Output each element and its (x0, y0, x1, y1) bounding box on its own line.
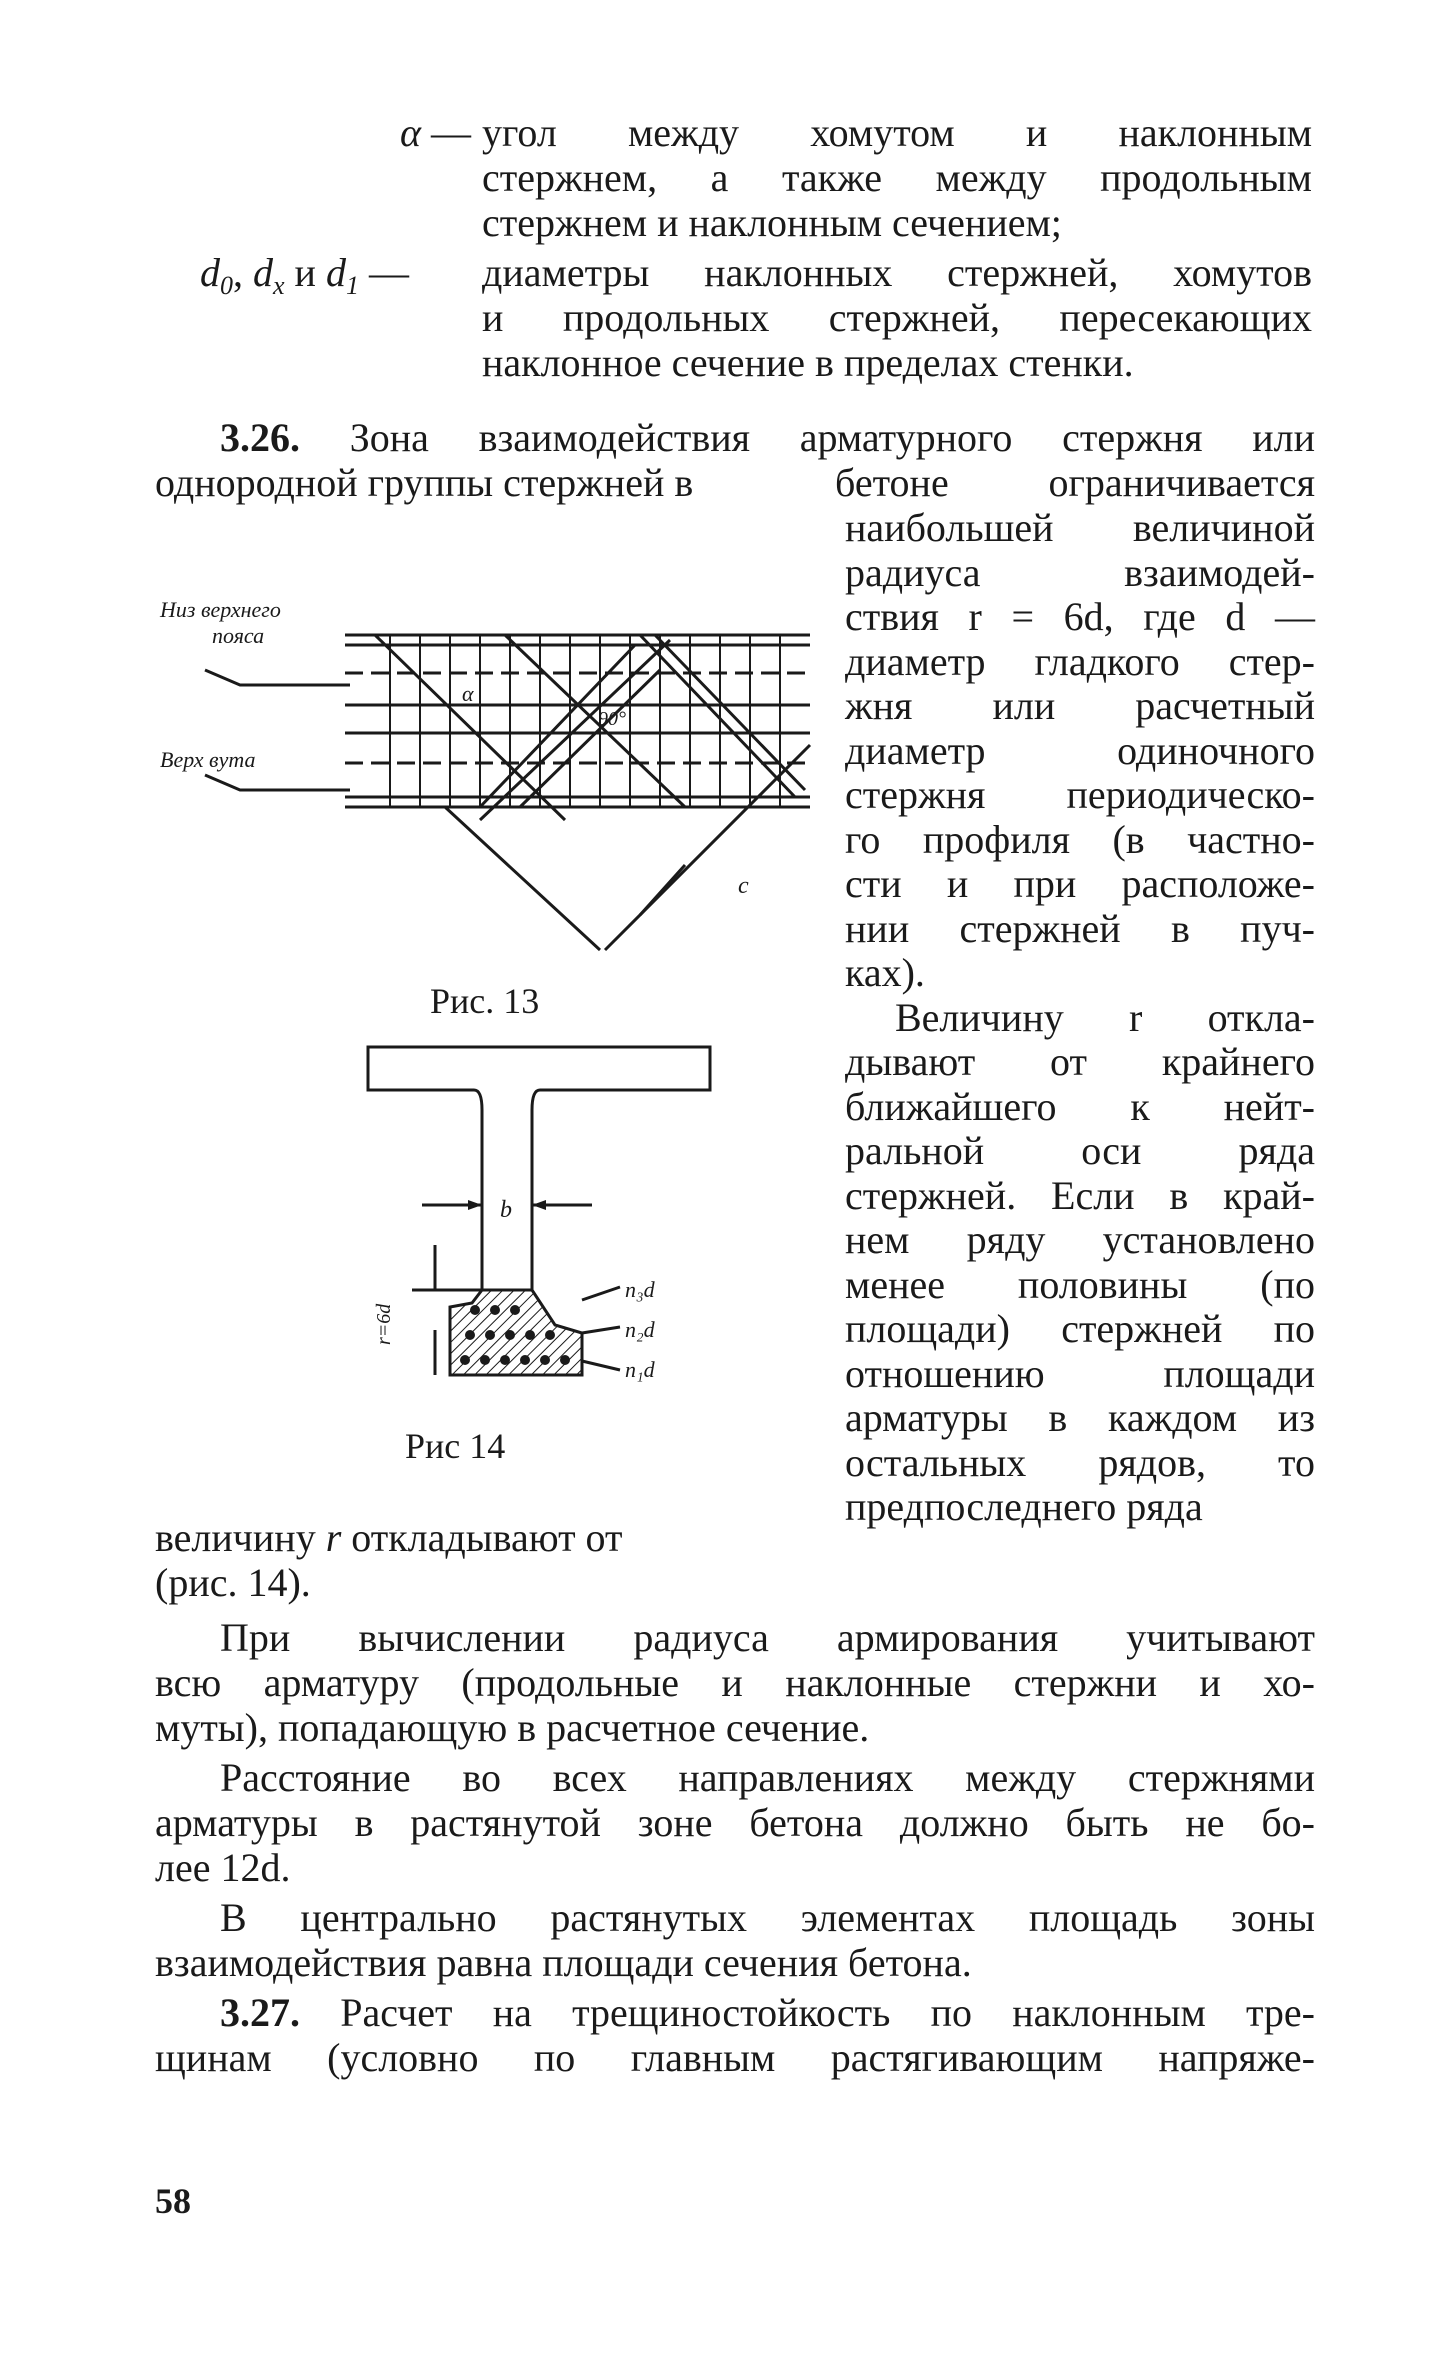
p326-right-line: арматуры в каждом из (845, 1395, 1315, 1440)
def-alpha-symbol: α — (400, 110, 471, 155)
fig13-label-bottom: Верх вута (160, 747, 256, 772)
fig14-b: b (500, 1197, 512, 1223)
p326-right-line: стержней. Если в край- (845, 1172, 1315, 1218)
para3-line-1: В центрально растянутых элементах площадь зоны (220, 1895, 1315, 1940)
p326-right-line: остальных рядов, то (845, 1439, 1315, 1485)
page-number: 58 (155, 2181, 191, 2221)
p326-right-line: менее половины (по (845, 1261, 1315, 1307)
fig14-n3: n₃d (625, 1277, 655, 1302)
p326-right-line: диаметр гладкого стер- (845, 638, 1315, 684)
def-alpha-line-3: стержнем и наклонным сечением; (482, 200, 1062, 245)
fig13-label-top-2: пояса (212, 623, 265, 648)
figure-13 (150, 575, 830, 965)
p326-last-line: (рис. 14). (155, 1560, 311, 1605)
p326-right-line: Величину r откла- (895, 994, 1315, 1040)
fig13-label-top-1: Низ верхнего (160, 597, 281, 622)
para2-line-1: Расстояние во всех направлениях между стержнями (220, 1755, 1315, 1800)
p326-line-2-right: бетоне ограничивается (835, 460, 1315, 505)
fig14-r: r=6d (373, 1303, 395, 1345)
p326-right-line: нии стержней в пуч- (845, 905, 1315, 951)
p326-right-line: ральной оси ряда (845, 1128, 1315, 1173)
fig13-angle: 90° (598, 708, 626, 730)
p327-line-2: щинам (условно по главным растягивающим напряже- (155, 2035, 1315, 2080)
para1-line-2: всю арматуру (продольные и наклонные стержни и хо- (155, 1660, 1315, 1705)
p326-line-2-left: однородной группы стержней в (155, 460, 694, 505)
para1-line-3: муты), попадающую в расчетное сечение. (155, 1705, 870, 1750)
fig14-n1: n₁d (625, 1357, 655, 1382)
p326-right-line: площади) стержней по (845, 1306, 1315, 1351)
para3-line-2: взаимодействия равна площади сечения бетона. (155, 1940, 972, 1985)
para1-line-1: При вычислении радиуса армирования учитывают (220, 1615, 1315, 1660)
fig14-caption: Рис 14 (405, 1426, 506, 1466)
p326-bottom-left: величину r откладывают от (155, 1515, 623, 1560)
p327-line-1: 3.27. Расчет на трещиностойкость по наклонным тре- (220, 1990, 1315, 2035)
p326-right-line: го профиля (в частно- (845, 816, 1315, 862)
para2-line-3: лее 12d. (155, 1845, 291, 1890)
p326-line-1: 3.26. Зона взаимодействия арматурного стержня или (220, 415, 1316, 460)
def-alpha-line-2: стержнем, а также между продольным (482, 155, 1312, 200)
def-diameters-line-2: и продольных стержней, пересекающих (482, 295, 1312, 340)
fig13-alpha: α (462, 681, 474, 706)
def-diameters-line-1: диаметры наклонных стержней, хомутов (482, 250, 1312, 295)
fig13-dim: c (738, 873, 749, 899)
p326-right-line: ках). (845, 950, 925, 995)
para2-line-2: арматуры в растянутой зоне бетона должно быть не бо- (155, 1800, 1315, 1845)
p326-right-line: радиуса взаимодей- (845, 549, 1315, 595)
figure-14 (350, 1035, 750, 1395)
def-diameters-symbol: $d_0$, $d_x$ и $d_1$ — (200, 250, 409, 300)
fig13-caption: Рис. 13 (430, 981, 540, 1021)
p326-right-line: наибольшей величиной (845, 505, 1315, 550)
p326-right-line: нем ряду установлено (845, 1217, 1315, 1262)
p326-right-line: жня или расчетный (845, 683, 1315, 728)
p326-right-line: ближайшего к нейт- (845, 1083, 1315, 1129)
p326-right-line: предпоследнего ряда (845, 1484, 1203, 1529)
def-alpha-line-1: угол между хомутом и наклонным (482, 110, 1312, 155)
def-diameters-line-3: наклонное сечение в пределах стенки. (482, 340, 1134, 385)
p326-right-line: ствия r = 6d, где d — (845, 594, 1315, 639)
p326-right-line: диаметр одиночного (845, 727, 1315, 773)
p326-right-line: сти и при расположе- (845, 861, 1315, 906)
p326-right-line: дывают от крайнего (845, 1039, 1315, 1084)
fig14-n2: n₂d (625, 1317, 655, 1342)
p326-right-line: стержня периодическо- (845, 772, 1315, 817)
p326-right-line: отношению площади (845, 1350, 1315, 1396)
